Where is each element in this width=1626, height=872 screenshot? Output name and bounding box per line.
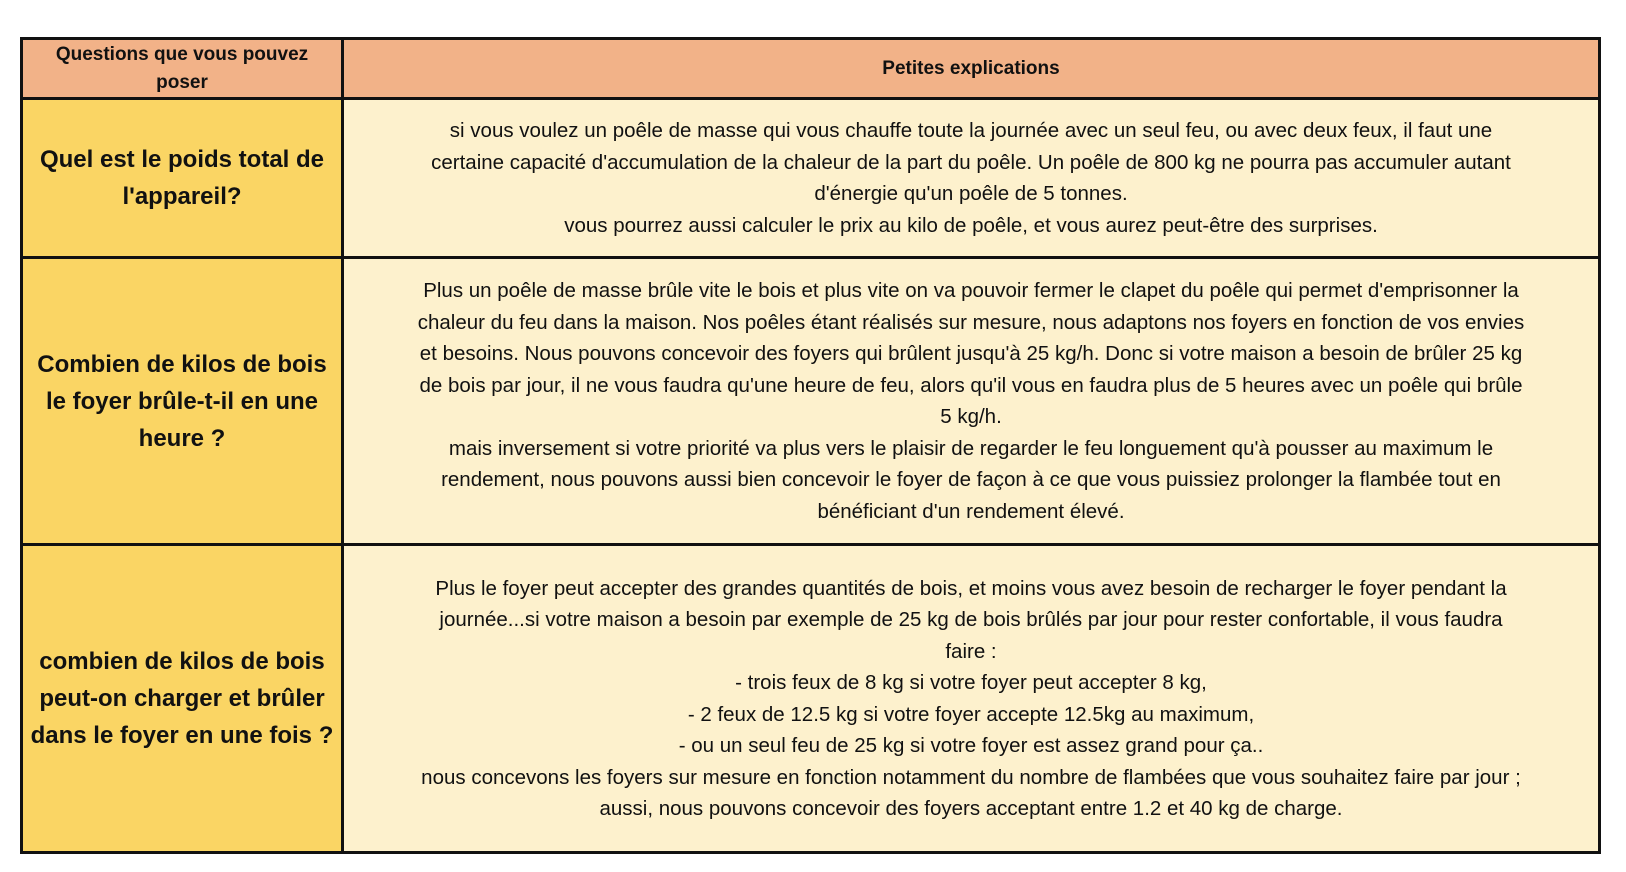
question-load-capacity: combien de kilos de bois peut-on charger et brûler dans le foyer en une fois ? xyxy=(22,545,343,853)
question-weight: Quel est le poids total de l'appareil? xyxy=(22,99,343,258)
table-header-row xyxy=(22,39,1600,99)
explanation-load-capacity xyxy=(343,545,1600,853)
explanation-line: vous pourrez aussi calculer le prix au kilo de poêle, et vous aurez peut-être des surprises. xyxy=(564,213,1378,237)
explanation-line: certaine capacité d'accumulation de la chaleur de la part du poêle. Un poêle de 800 kg ne pourra pas accumuler autant xyxy=(431,150,1511,174)
explanation-line: mais inversement si votre priorité va plus vers le plaisir de regarder le feu longuement qu'à pousser au maximum le xyxy=(448,436,1494,460)
explanation-weight xyxy=(343,99,1600,258)
explanation-line: de bois par jour, il ne vous faudra qu'une heure de feu, alors qu'il vous en faudra plus de 5 heures avec un poêle qui brûle xyxy=(419,373,1523,397)
explanation-line: rendement, nous pouvons aussi bien concevoir le foyer de façon à ce que vous puissiez prolonger la flambée tout en xyxy=(441,468,1501,491)
explanation-line: Plus un poêle de masse brûle vite le bois et plus vite on va pouvoir fermer le clapet du poêle qui permet d'emprisonner la xyxy=(423,279,1519,302)
questions-table xyxy=(20,37,1601,854)
explanation-line: faire : xyxy=(945,639,997,663)
explanation-line: 5 kg/h. xyxy=(940,405,1002,428)
explanation-line: Plus le foyer peut accepter des grandes quantités de bois, et moins vous avez besoin de recharger le foyer pendant la xyxy=(435,576,1507,600)
explanation-line: bénéficiant d'un rendement élevé. xyxy=(817,499,1125,523)
header-questions: Questions que vous pouvez poser xyxy=(22,39,343,99)
explanation-line: - trois feux de 8 kg si votre foyer peut accepter 8 kg, xyxy=(735,671,1207,694)
table-row xyxy=(22,545,1600,853)
explanation-line: d'énergie qu'un poêle de 5 tonnes. xyxy=(814,182,1128,205)
explanation-line: - ou un seul feu de 25 kg si votre foyer est assez grand pour ça.. xyxy=(678,734,1264,757)
table-row xyxy=(22,99,1600,258)
explanation-line: nous concevons les foyers sur mesure en fonction notamment du nombre de flambées que vous souhaitez faire par jour ; xyxy=(421,765,1521,789)
explanation-line: aussi, nous pouvons concevoir des foyers acceptant entre 1.2 et 40 kg de charge. xyxy=(599,797,1343,820)
header-explanations: Petites explications xyxy=(343,39,1600,99)
explanation-line: journée...si votre maison a besoin par exemple de 25 kg de bois brûlés par jour pour rester confortable, il vous faudra xyxy=(439,608,1503,631)
question-burn-rate: Combien de kilos de bois le foyer brûle-t-il en une heure ? xyxy=(22,258,343,545)
explanation-line: - 2 feux de 12.5 kg si votre foyer accepte 12.5kg au maximum, xyxy=(687,702,1255,726)
explanation-burn-rate xyxy=(343,258,1600,545)
explanation-line: chaleur du feu dans la maison. Nos poêles étant réalisés sur mesure, nous adaptons nos foyers en fonction de vos envies xyxy=(417,310,1525,334)
explanation-line: si vous voulez un poêle de masse qui vous chauffe toute la journée avec un seul feu, ou avec deux feux, il faut une xyxy=(449,119,1493,142)
table-row xyxy=(22,258,1600,545)
explanation-line: et besoins. Nous pouvons concevoir des foyers qui brûlent jusqu'à 25 kg/h. Donc si votre maison a besoin de brûler 25 kg xyxy=(419,342,1523,365)
